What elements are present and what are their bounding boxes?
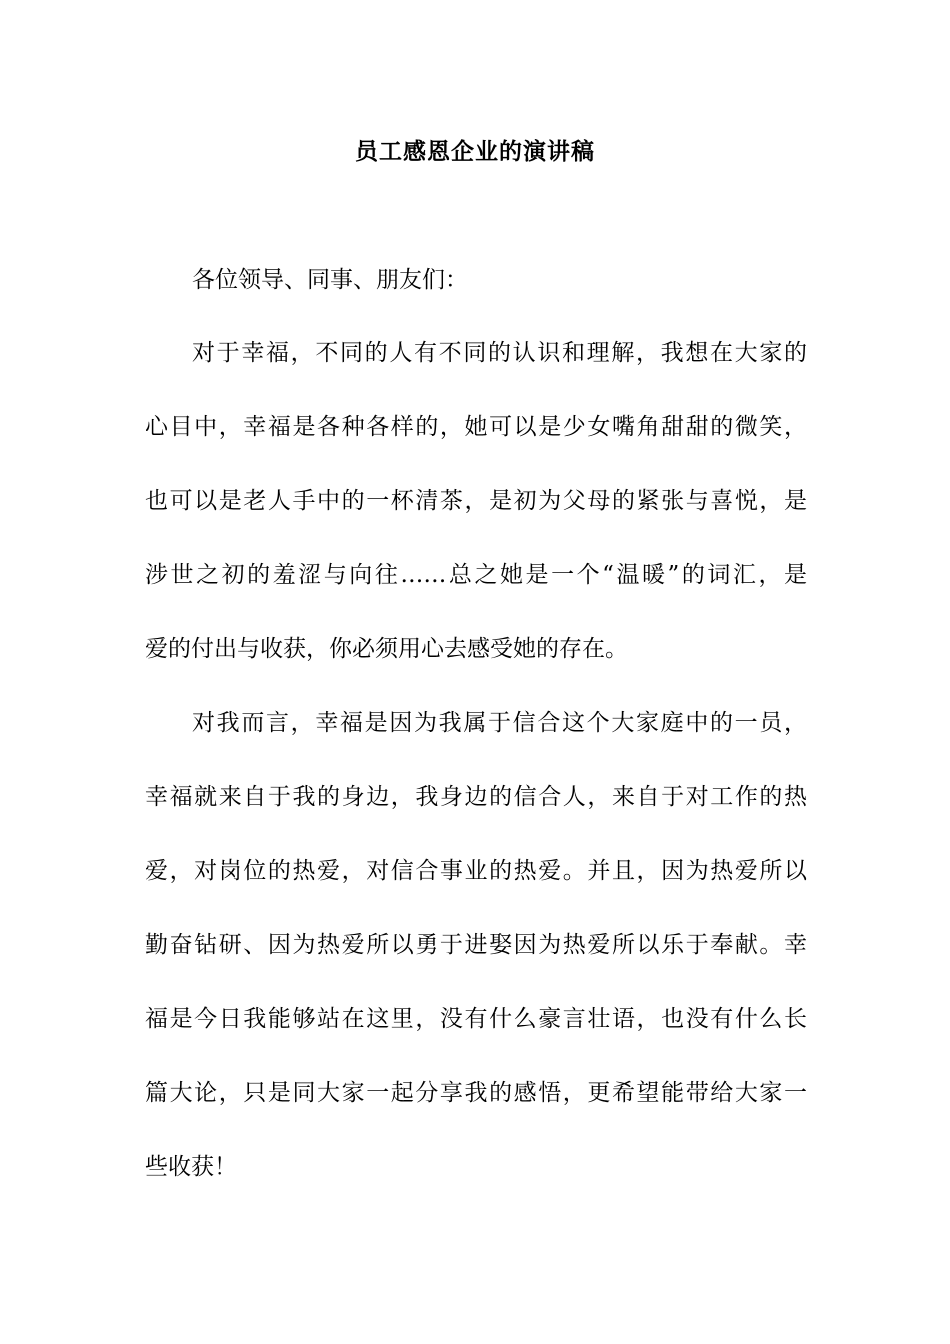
paragraph-2-line-2: 幸福就来自于我的身边，我身边的信合人，来自于对工作的热 <box>145 784 807 810</box>
paragraph-2-line-4: 勤奋钻研、因为热爱所以勇于进娶因为热爱所以乐于奉献。幸 <box>145 932 807 958</box>
salutation: 各位领导、同事、朋友们： <box>192 267 468 293</box>
paragraph-2-line-1: 对我而言，幸福是因为我属于信合这个大家庭中的一员， <box>192 710 807 736</box>
paragraph-2-line-5: 福是今日我能够站在这里，没有什么豪言壮语，也没有什么长 <box>145 1006 807 1032</box>
paragraph-2-line-7: 些收获！ <box>145 1154 237 1180</box>
document-title: 员工感恩企业的演讲稿 <box>355 138 595 165</box>
paragraph-2-line-3: 爱，对岗位的热爱，对信合事业的热爱。并且，因为热爱所以 <box>145 858 807 884</box>
paragraph-2-line-6: 篇大论，只是同大家一起分享我的感悟，更希望能带给大家一 <box>145 1080 807 1106</box>
paragraph-1-line-5: 爱的付出与收获，你必须用心去感受她的存在。 <box>145 636 628 662</box>
paragraph-1-line-4: 涉世之初的羞涩与向往……总之她是一个“温暖”的词汇，是 <box>145 562 807 588</box>
paragraph-1-line-3: 也可以是老人手中的一杯清茶，是初为父母的紧张与喜悦，是 <box>145 488 807 514</box>
paragraph-1-line-2: 心目中，幸福是各种各样的，她可以是少女嘴角甜甜的微笑， <box>145 414 807 440</box>
paragraph-1-line-1: 对于幸福，不同的人有不同的认识和理解，我想在大家的 <box>192 340 807 366</box>
